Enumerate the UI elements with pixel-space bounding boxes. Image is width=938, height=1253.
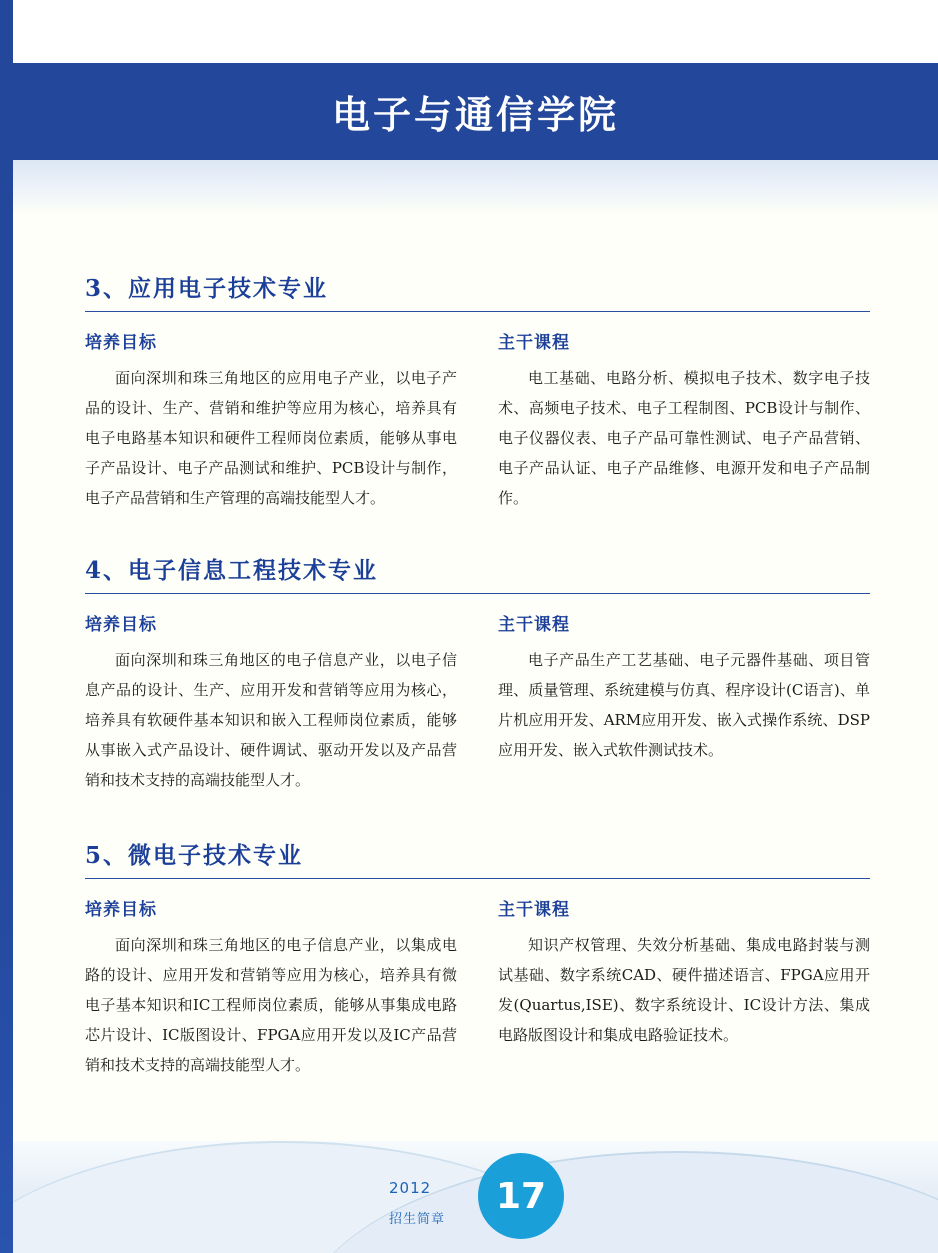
section-columns	[85, 895, 870, 1080]
section-heading: 4、电子信息工程技术专业	[85, 557, 379, 584]
section-heading: 5、微电子技术专业	[85, 842, 304, 869]
column-objectives	[85, 610, 457, 795]
objectives-text: 面向深圳和珠三角地区的电子信息产业，以电子信息产品的设计、生产、应用开发和营销等应用为核心，培养具有软硬件基本知识和嵌入工程师岗位素质，能够从事嵌入式产品设计、硬件调试、驱动开发以及产品营销和技术支持的高端技能型人才。	[85, 651, 457, 789]
program-section-3	[85, 837, 870, 1080]
footer-subtitle: 招生简章	[389, 1212, 446, 1227]
section-divider	[85, 878, 870, 879]
column-objectives	[85, 895, 457, 1080]
page-number-badge	[478, 1153, 564, 1239]
page-footer	[0, 1141, 938, 1253]
footer-year: 2012	[389, 1179, 432, 1197]
objectives-text: 面向深圳和珠三角地区的应用电子产业，以电子产品的设计、生产、营销和维护等应用为核心，培养具有电子电路基本知识和硬件工程师岗位素质，能够从事电子产品设计、电子产品测试和维护、PCB设计与制作，电子产品营销和生产管理的高端技能型人才。	[85, 369, 457, 507]
page-number: 17	[495, 1175, 547, 1217]
footer-decoration	[13, 1141, 938, 1253]
subsection-heading-objectives: 培养目标	[85, 333, 157, 353]
objectives-text: 面向深圳和珠三角地区的电子信息产业，以集成电路的设计、应用开发和营销等应用为核心，培养具有微电子基本知识和IC工程师岗位素质，能够从事集成电路芯片设计、IC版图设计、FPGA应用开发以及IC产品营销和技术支持的高端技能型人才。	[85, 936, 457, 1074]
courses-text: 知识产权管理、失效分析基础、集成电路封装与测试基础、数字系统CAD、硬件描述语言、FPGA应用开发(Quartus,ISE)、数字系统设计、IC设计方法、集成电路版图设计和集成电路验证技术。	[498, 936, 870, 1044]
section-divider	[85, 593, 870, 594]
page-title: 电子与通信学院	[331, 93, 619, 137]
left-blue-stripe	[0, 0, 13, 1253]
subsection-heading-objectives: 培养目标	[85, 615, 157, 635]
program-section-1	[85, 270, 870, 513]
top-margin	[13, 0, 938, 63]
courses-text: 电工基础、电路分析、模拟电子技术、数字电子技术、高频电子技术、电子工程制图、PCB设计与制作、电子仪器仪表、电子产品可靠性测试、电子产品营销、电子产品认证、电子产品维修、电源开发和电子产品制作。	[498, 369, 870, 507]
banner-gradient-strip	[13, 160, 938, 212]
column-objectives	[85, 328, 457, 513]
subsection-heading-courses: 主干课程	[498, 333, 570, 353]
column-courses	[498, 610, 870, 795]
page-content	[13, 212, 938, 1142]
program-section-2	[85, 552, 870, 795]
column-courses	[498, 895, 870, 1080]
section-heading: 3、应用电子技术专业	[85, 275, 329, 302]
section-columns	[85, 328, 870, 513]
column-courses	[498, 328, 870, 513]
subsection-heading-objectives: 培养目标	[85, 900, 157, 920]
courses-text: 电子产品生产工艺基础、电子元器件基础、项目管理、质量管理、系统建模与仿真、程序设计(C语言)、单片机应用开发、ARM应用开发、嵌入式操作系统、DSP应用开发、嵌入式软件测试技术。	[498, 651, 870, 759]
section-columns	[85, 610, 870, 795]
subsection-heading-courses: 主干课程	[498, 900, 570, 920]
subsection-heading-courses: 主干课程	[498, 615, 570, 635]
page-banner	[13, 63, 938, 160]
section-divider	[85, 311, 870, 312]
